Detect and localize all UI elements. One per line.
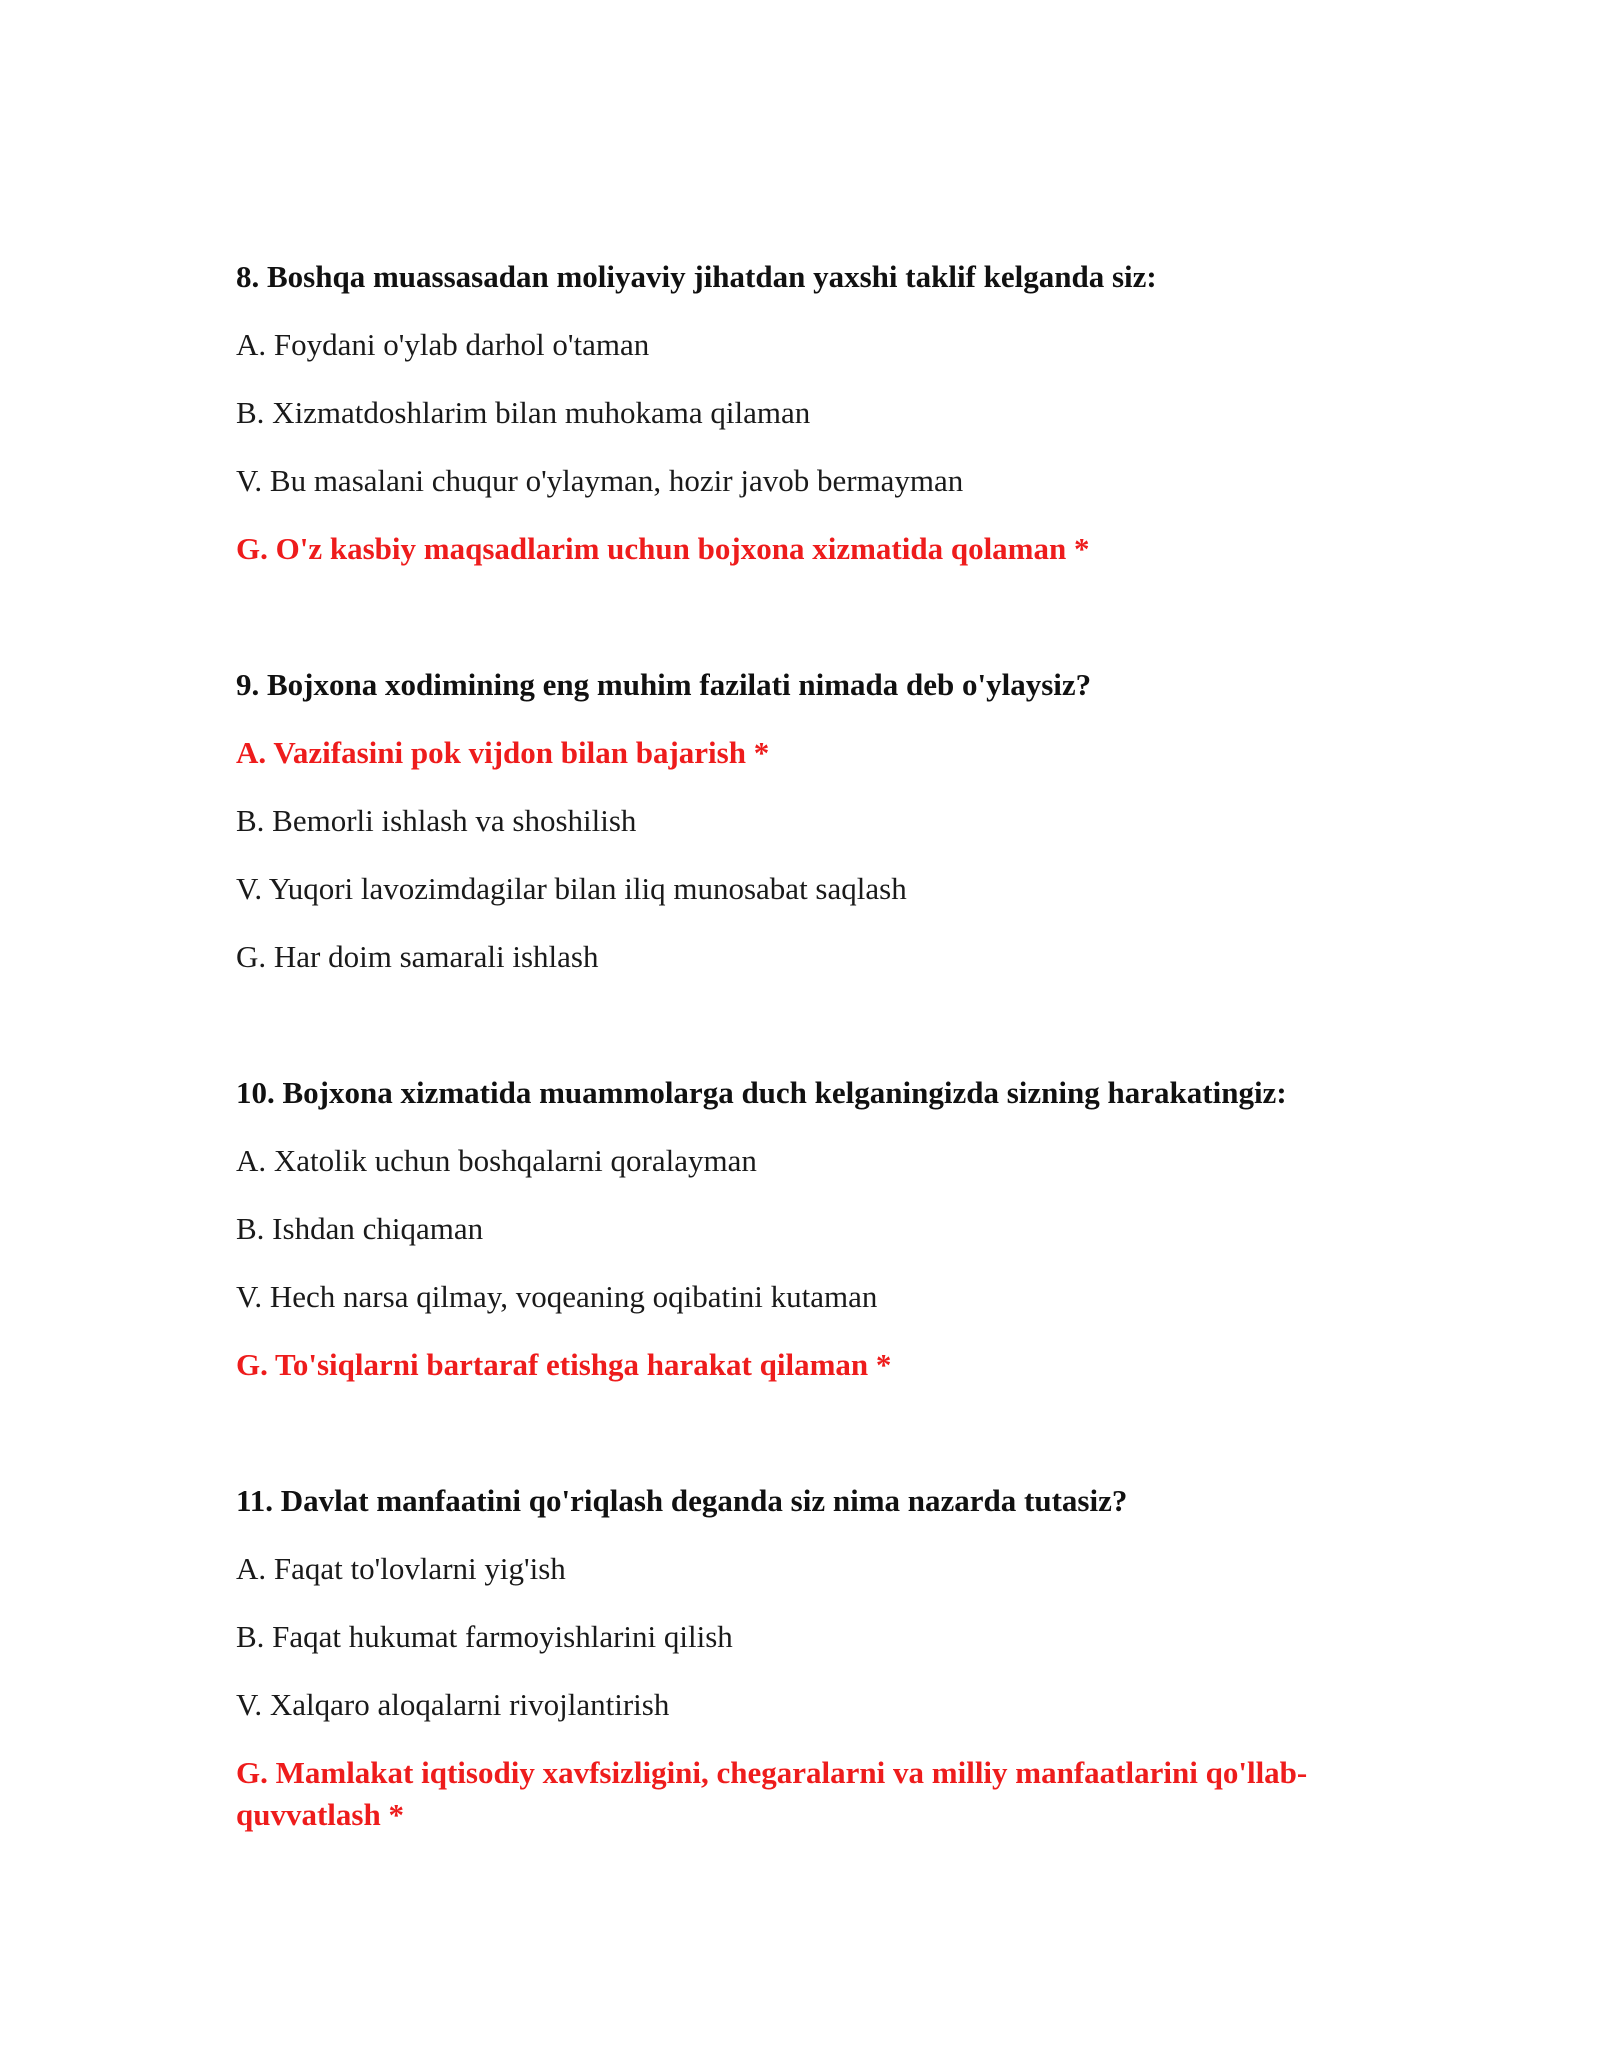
answer-option-v: V. Xalqaro aloqalarni rivojlantirish (236, 1687, 670, 1722)
answer-option-a: A. Foydani o'ylab darhol o'taman (236, 327, 650, 362)
answer-option-v: V. Yuqori lavozimdagilar bilan iliq munosabat saqlash (236, 871, 907, 906)
question-10 (236, 1072, 1400, 1386)
answer-option-v: V. Hech narsa qilmay, voqeaning oqibatini kutaman (236, 1279, 878, 1314)
question-8 (236, 256, 1400, 570)
question-title: 11. Davlat manfaatini qo'riqlash deganda siz nima nazarda tutasiz? (236, 1483, 1128, 1518)
question-title: 10. Bojxona xizmatida muammolarga duch kelganingizda sizning harakatingiz: (236, 1075, 1287, 1110)
answer-option-b: B. Faqat hukumat farmoyishlarini qilish (236, 1619, 733, 1654)
answer-option-b: B. Xizmatdoshlarim bilan muhokama qilaman (236, 395, 811, 430)
answer-option-a: A. Faqat to'lovlarni yig'ish (236, 1551, 566, 1586)
correct-answer-option-g: G. To'siqlarni bartaraf etishga harakat qilaman * (236, 1347, 892, 1382)
answer-option-v: V. Bu masalani chuqur o'ylayman, hozir javob bermayman (236, 463, 964, 498)
answer-option-g: G. Har doim samarali ishlash (236, 939, 599, 974)
correct-answer-option-g: G. O'z kasbiy maqsadlarim uchun bojxona xizmatida qolaman * (236, 531, 1090, 566)
answer-option-a: A. Xatolik uchun boshqalarni qoralayman (236, 1143, 757, 1178)
question-9 (236, 664, 1400, 978)
correct-answer-option-a: A. Vazifasini pok vijdon bilan bajarish * (236, 735, 770, 770)
question-11 (236, 1480, 1400, 1836)
question-title: 8. Boshqa muassasadan moliyaviy jihatdan yaxshi taklif kelganda siz: (236, 259, 1157, 294)
question-title: 9. Bojxona xodimining eng muhim fazilati nimada deb o'ylaysiz? (236, 667, 1092, 702)
answer-option-b: B. Ishdan chiqaman (236, 1211, 484, 1246)
answer-option-b: B. Bemorli ishlash va shoshilish (236, 803, 637, 838)
correct-answer-option-g: G. Mamlakat iqtisodiy xavfsizligini, chegaralarni va milliy manfaatlarini qo'llab-quvvatlash * (236, 1755, 1308, 1832)
